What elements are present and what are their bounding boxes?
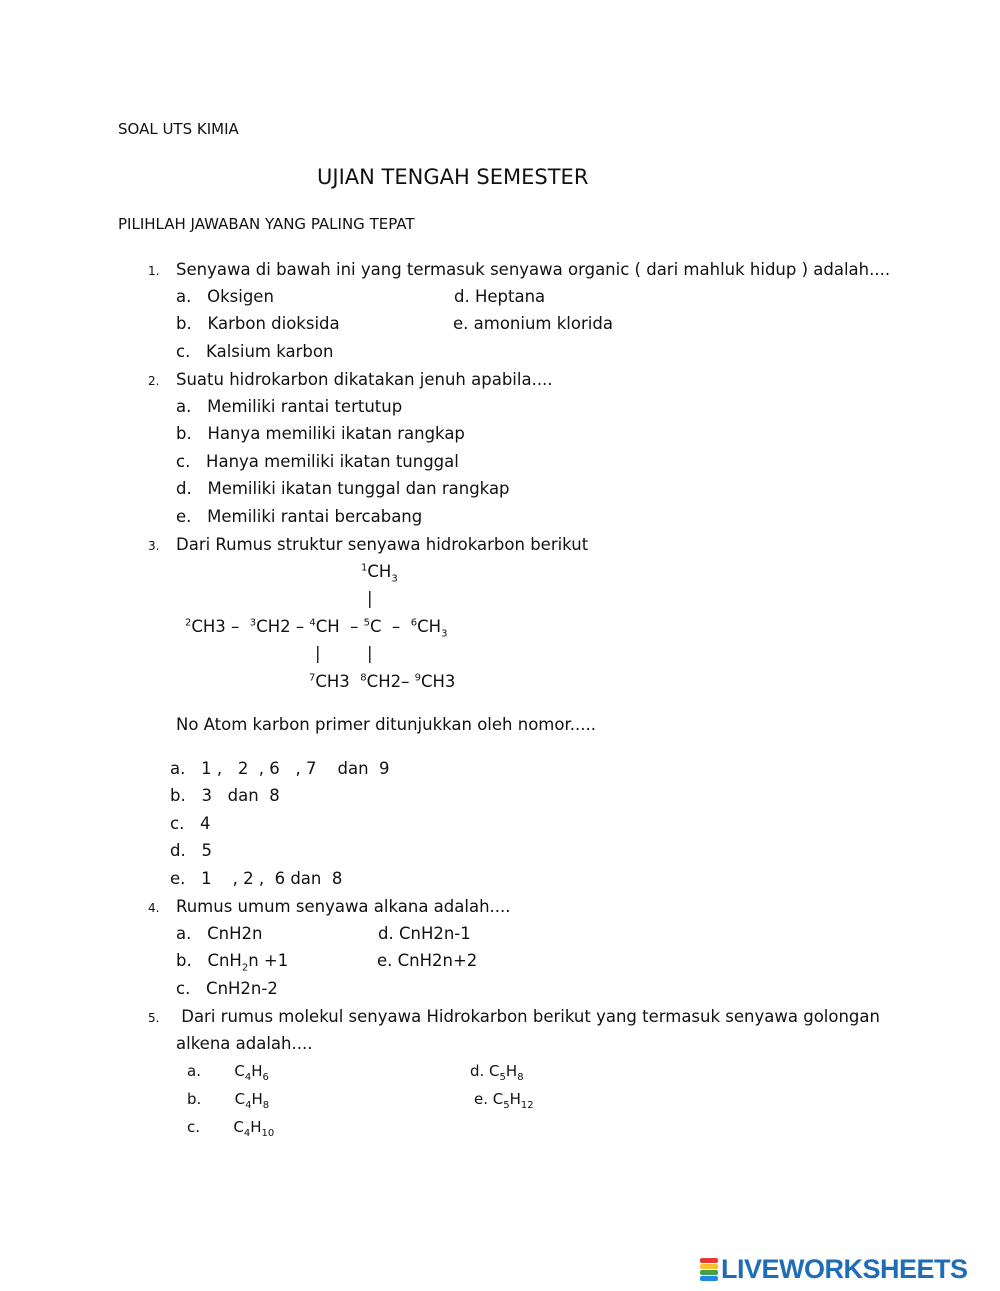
option-c: c. Hanya memiliki ikatan tunggal — [176, 452, 459, 471]
option-b: b. Karbon dioksida — [176, 314, 340, 333]
option-e: e. 1 , 2 , 6 dan 8 — [170, 869, 343, 888]
option-e: e. CnH2n+2 — [377, 951, 478, 970]
formula-line: $^7$CH3 $^8$CH2– $^9$CH3 — [309, 672, 456, 691]
option-d: d. CnH2n-1 — [378, 924, 471, 943]
option-b: b. 3 dan 8 — [170, 786, 280, 805]
option-b: b. CnH$_2$n +1 — [176, 951, 289, 974]
liveworksheets-logo — [700, 1256, 968, 1283]
option-a: a. CnH2n — [176, 924, 263, 943]
option-b: b. Hanya memiliki ikatan rangkap — [176, 424, 465, 443]
question-text: Rumus umum senyawa alkana adalah.... — [176, 897, 511, 916]
question-number: 3. — [148, 539, 160, 553]
option-e: e. Memiliki rantai bercabang — [176, 507, 423, 526]
question-number: 2. — [148, 374, 160, 388]
question-text: Dari Rumus struktur senyawa hidrokarbon berikut — [176, 535, 589, 554]
question-text: Dari rumus molekul senyawa Hidrokarbon berikut yang termasuk senyawa golongan — [176, 1007, 880, 1026]
option-e: e. $C_5H_{12}$ — [474, 1090, 534, 1111]
option-a: a. 1 , 2 , 6 , 7 dan 9 — [170, 759, 390, 778]
logo-mark-icon — [700, 1258, 718, 1282]
instruction: PILIHLAH JAWABAN YANG PALING TEPAT — [118, 215, 415, 233]
option-d: d. $C_5H_8$ — [470, 1062, 524, 1083]
option-c: c. Kalsium karbon — [176, 342, 334, 361]
question-text-continued: alkena adalah.... — [176, 1034, 313, 1053]
option-c: c. CnH2n-2 — [176, 979, 278, 998]
question-number: 1. — [148, 264, 160, 278]
option-d: d. 5 — [170, 841, 212, 860]
bond-vertical: | — [367, 644, 373, 663]
document-label: SOAL UTS KIMIA — [118, 120, 239, 138]
option-d: d. Memiliki ikatan tunggal dan rangkap — [176, 479, 510, 498]
question-text: Senyawa di bawah ini yang termasuk senyawa organic ( dari mahluk hidup ) adalah.... — [176, 260, 891, 279]
option-b: b. $C_4H_8$ — [187, 1090, 270, 1111]
logo-text: LIVEWORKSHEETS — [721, 1254, 968, 1284]
option-e: e. amonium klorida — [453, 314, 613, 333]
question-number: 4. — [148, 901, 160, 915]
formula-line: $^2CH3 - ^3CH2 - ^4CH - ^5C - ^6CH_3$ — [185, 617, 448, 640]
question-text: Suatu hidrokarbon dikatakan jenuh apabila.... — [176, 370, 553, 389]
option-c: c. 4 — [170, 814, 211, 833]
bond-vertical: | — [367, 589, 373, 608]
option-a: a. Oksigen — [176, 287, 274, 306]
page-title: UJIAN TENGAH SEMESTER — [317, 165, 589, 189]
option-a: a. Memiliki rantai tertutup — [176, 397, 403, 416]
option-c: c. $C_4H_{10}$ — [187, 1118, 275, 1139]
option-a: a. $C_4H_6$ — [187, 1062, 269, 1083]
bond-vertical: | — [315, 644, 321, 663]
formula-line: $^1CH_3$ — [361, 562, 398, 585]
option-d: d. Heptana — [454, 287, 546, 306]
question-text: No Atom karbon primer ditunjukkan oleh nomor..... — [176, 715, 596, 734]
question-number: 5. — [148, 1011, 160, 1025]
